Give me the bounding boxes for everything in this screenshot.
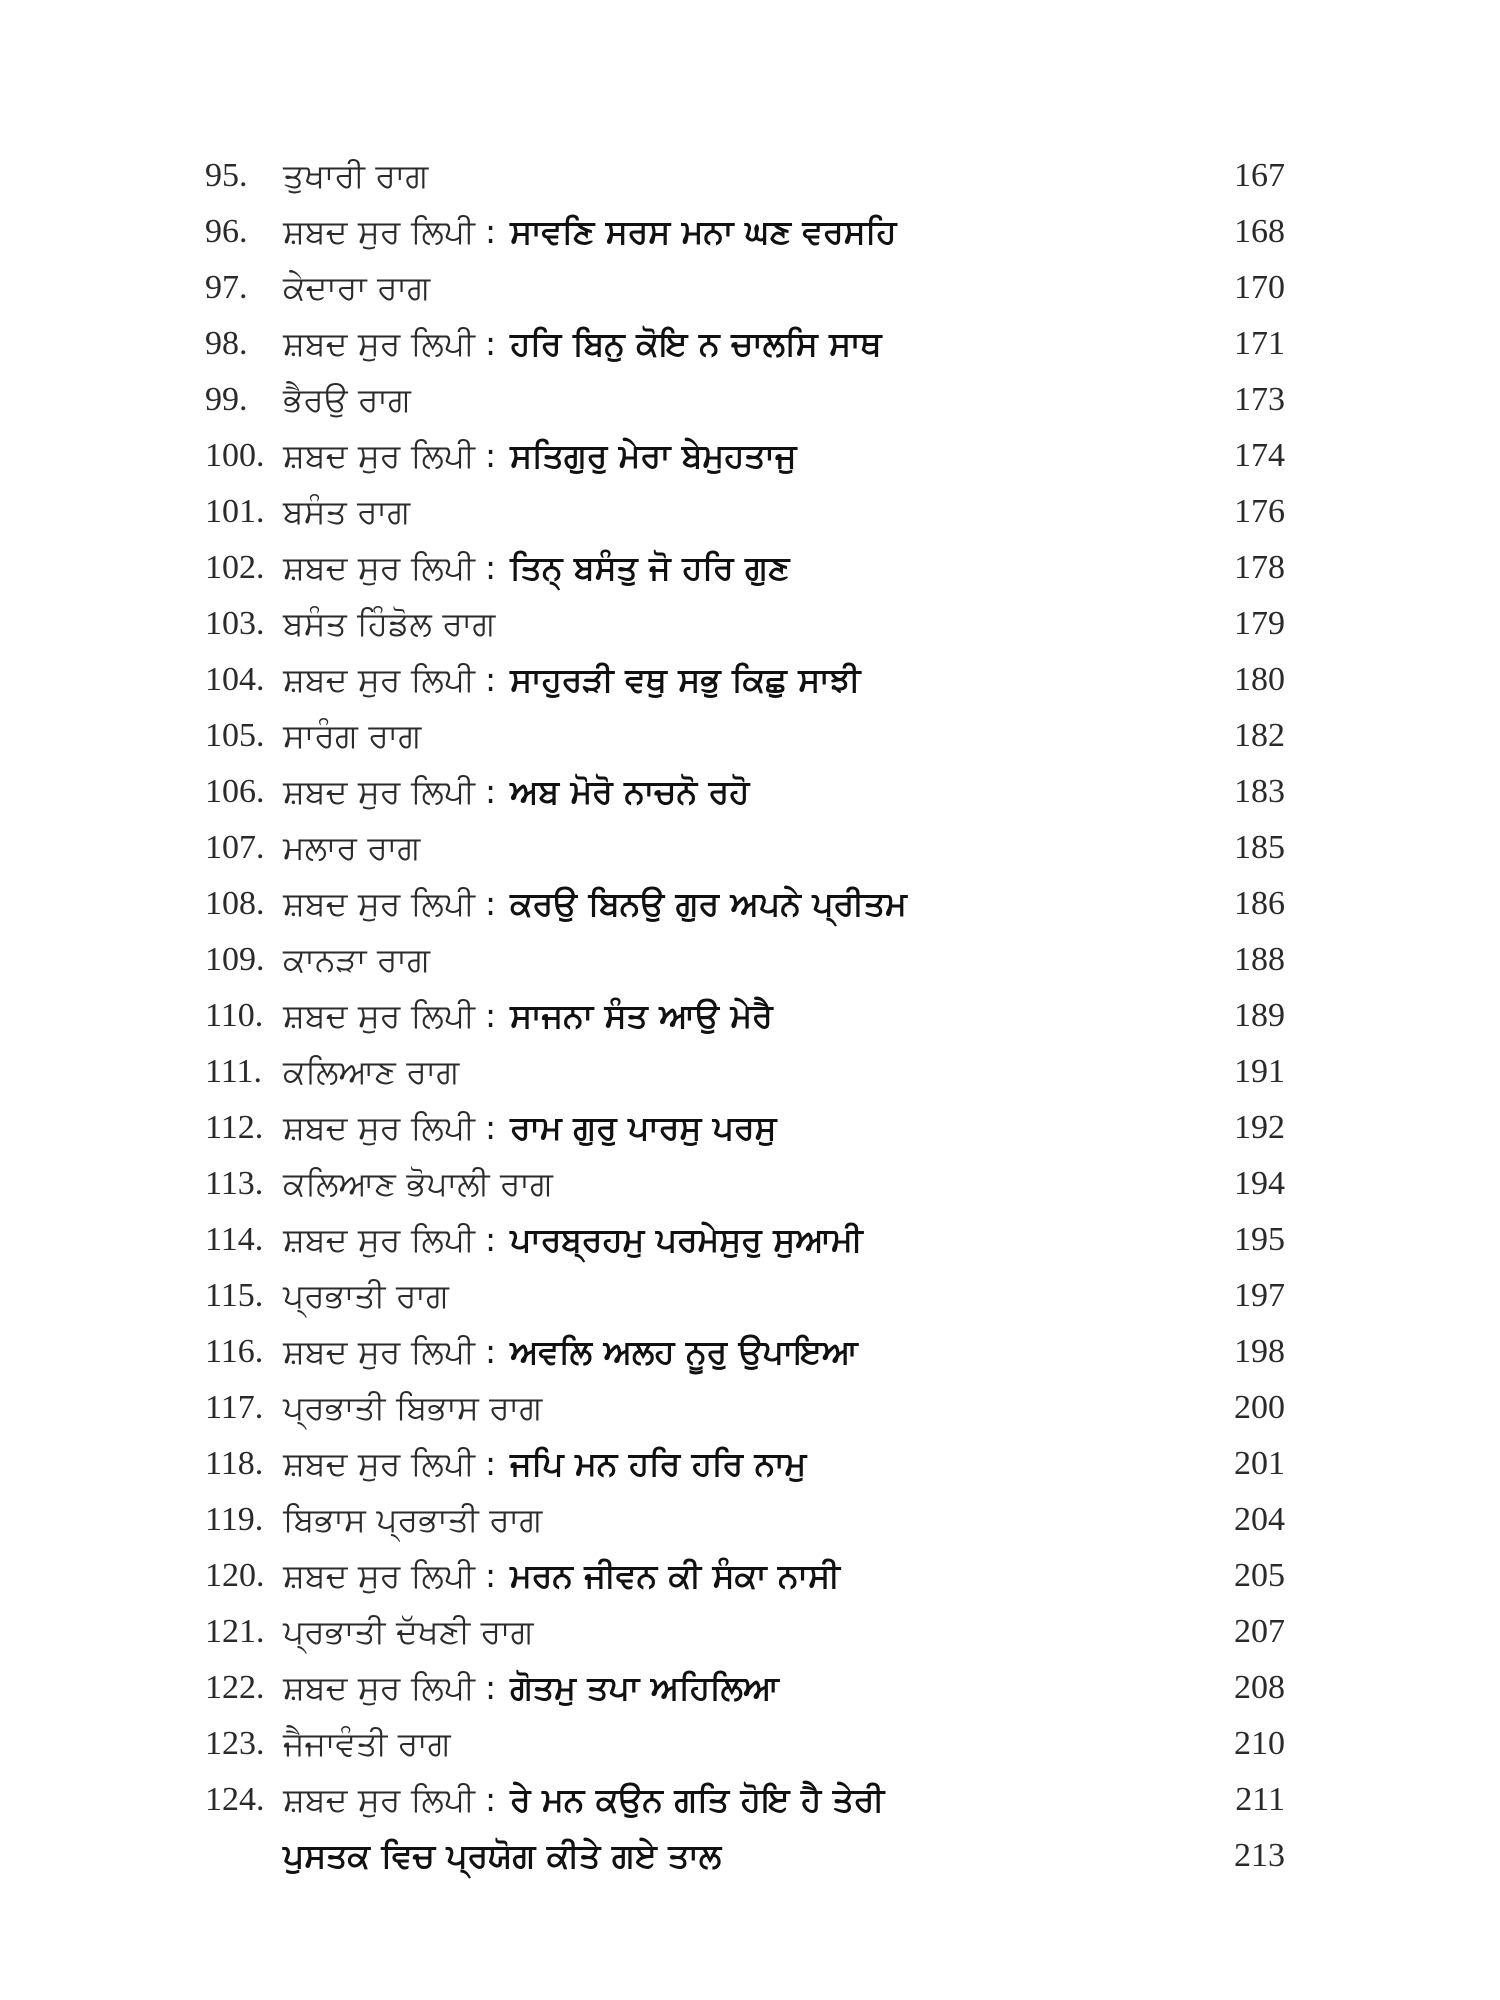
entry-number: 115.	[205, 1277, 264, 1314]
toc-entry	[205, 260, 1285, 316]
entry-page-number: 213	[1234, 1837, 1285, 1874]
entry-label	[283, 1100, 777, 1156]
entry-number: 121.	[205, 1613, 265, 1650]
table-of-contents	[205, 148, 1285, 1884]
entry-page-number: 186	[1234, 885, 1285, 922]
entry-number: 105.	[205, 717, 265, 754]
toc-entry	[205, 1716, 1285, 1772]
entry-separator: :	[485, 1444, 497, 1483]
entry-page-number: 171	[1234, 325, 1285, 362]
entry-heading: ਬਸੰਤ ਰਾਗ	[283, 492, 411, 531]
entry-separator: :	[485, 1220, 497, 1259]
entry-label	[283, 876, 907, 932]
entry-number: 123.	[205, 1725, 265, 1762]
toc-entry	[205, 316, 1285, 372]
toc-entry	[205, 876, 1285, 932]
entry-label	[283, 428, 797, 484]
entry-page-number: 192	[1234, 1109, 1285, 1146]
entry-heading: ਸ਼ਬਦ ਸੁਰ ਲਿਪੀ	[283, 1668, 475, 1707]
toc-entry	[205, 708, 1285, 764]
entry-number: 110.	[205, 997, 264, 1034]
entry-page-number: 178	[1234, 549, 1285, 586]
entry-number: 106.	[205, 773, 265, 810]
entry-label	[283, 1660, 779, 1716]
entry-number: 97.	[205, 269, 248, 306]
entry-separator: :	[485, 772, 497, 811]
toc-entry	[205, 1268, 1285, 1324]
entry-title: ਅਬ ਮੋਰੋ ਨਾਚਨੋ ਰਹੋ	[510, 772, 750, 811]
entry-number: 100.	[205, 437, 265, 474]
entry-label	[283, 988, 773, 1044]
entry-heading: ਪ੍ਰਭਾਤੀ ਦੱਖਣੀ ਰਾਗ	[283, 1612, 534, 1651]
entry-page-number: 183	[1234, 773, 1285, 810]
entry-number: 101.	[205, 493, 265, 530]
entry-number: 98.	[205, 325, 248, 362]
toc-entry	[205, 932, 1285, 988]
entry-label	[283, 484, 410, 540]
toc-entry	[205, 1604, 1285, 1660]
entry-label	[283, 316, 882, 372]
toc-entry	[205, 1156, 1285, 1212]
entry-page-number: 198	[1234, 1333, 1285, 1370]
entry-page-number: 170	[1234, 269, 1285, 306]
entry-label	[283, 1380, 542, 1436]
entry-label	[283, 652, 860, 708]
entry-heading: ਸ਼ਬਦ ਸੁਰ ਲਿਪੀ	[283, 1108, 475, 1147]
entry-heading: ਸ਼ਬਦ ਸੁਰ ਲਿਪੀ	[283, 548, 475, 587]
entry-number: 111.	[205, 1053, 262, 1090]
entry-heading: ਕਲਿਆਣ ਭੋਪਾਲੀ ਰਾਗ	[283, 1164, 553, 1203]
entry-number: 103.	[205, 605, 265, 642]
entry-title: ਜਪਿ ਮਨ ਹਰਿ ਹਰਿ ਨਾਮੁ	[510, 1444, 807, 1483]
entry-separator: :	[485, 1780, 497, 1819]
entry-page-number: 207	[1234, 1613, 1285, 1650]
entry-label	[283, 1716, 451, 1772]
entry-page-number: 204	[1234, 1501, 1285, 1538]
entry-page-number: 185	[1234, 829, 1285, 866]
entry-heading: ਬਿਭਾਸ ਪ੍ਰਭਾਤੀ ਰਾਗ	[283, 1500, 543, 1539]
toc-entry	[205, 1100, 1285, 1156]
entry-number: 122.	[205, 1669, 265, 1706]
entry-separator: :	[485, 884, 497, 923]
entry-heading: ਸ਼ਬਦ ਸੁਰ ਲਿਪੀ	[283, 324, 475, 363]
entry-page-number: 210	[1234, 1725, 1285, 1762]
toc-entry-final	[205, 1828, 1285, 1884]
entry-number: 99.	[205, 381, 248, 418]
entry-heading: ਭੈਰਉ ਰਾਗ	[283, 380, 411, 419]
entry-number: 96.	[205, 213, 248, 250]
entry-label	[283, 1492, 542, 1548]
entry-number: 117.	[205, 1389, 264, 1426]
entry-page-number: 179	[1234, 605, 1285, 642]
entry-heading: ਕਲਿਆਣ ਰਾਗ	[283, 1052, 460, 1091]
entry-separator: :	[485, 996, 497, 1035]
entry-heading: ਸ਼ਬਦ ਸੁਰ ਲਿਪੀ	[283, 1332, 475, 1371]
toc-entry	[205, 988, 1285, 1044]
entry-label: ਪੁਸਤਕ ਵਿਚ ਪ੍ਰਯੋਗ ਕੀਤੇ ਗਏ ਤਾਲ	[283, 1836, 722, 1875]
entry-label	[283, 372, 411, 428]
toc-entry	[205, 596, 1285, 652]
entry-heading: ਮਲਾਰ ਰਾਗ	[283, 828, 421, 867]
entry-heading: ਪ੍ਰਭਾਤੀ ਰਾਗ	[283, 1276, 449, 1315]
entry-number: 124.	[205, 1781, 265, 1818]
entry-heading: ਪ੍ਰਭਾਤੀ ਬਿਭਾਸ ਰਾਗ	[283, 1388, 543, 1427]
entry-separator: :	[485, 1332, 497, 1371]
toc-entry	[205, 204, 1285, 260]
entry-label	[283, 1156, 553, 1212]
entry-label	[283, 1044, 459, 1100]
entry-page-number: 201	[1234, 1445, 1285, 1482]
toc-entry	[205, 1044, 1285, 1100]
toc-entry	[205, 652, 1285, 708]
entry-separator: :	[485, 1108, 497, 1147]
entry-heading: ਸਾਰੰਗ ਰਾਗ	[283, 716, 422, 755]
entry-label	[283, 540, 790, 596]
entry-title: ਸਤਿਗੁਰੁ ਮੇਰਾ ਬੇਮੁਹਤਾਜੁ	[510, 436, 797, 475]
entry-heading: ਸ਼ਬਦ ਸੁਰ ਲਿਪੀ	[283, 772, 475, 811]
entry-label	[283, 1268, 449, 1324]
entry-number: 107.	[205, 829, 265, 866]
entry-title: ਹਰਿ ਬਿਨੁ ਕੋਇ ਨ ਚਾਲਸਿ ਸਾਥ	[510, 324, 882, 363]
entry-separator: :	[485, 548, 497, 587]
entry-separator: :	[485, 324, 497, 363]
toc-entry	[205, 484, 1285, 540]
entry-page-number: 188	[1234, 941, 1285, 978]
entry-title: ਸਾਹੁਰੜੀ ਵਥੁ ਸਭੁ ਕਿਛੁ ਸਾਝੀ	[510, 660, 861, 699]
toc-entry	[205, 428, 1285, 484]
entry-separator: :	[485, 660, 497, 699]
entry-label	[283, 708, 421, 764]
toc-entry	[205, 1548, 1285, 1604]
entry-heading: ਸ਼ਬਦ ਸੁਰ ਲਿਪੀ	[283, 884, 475, 923]
entry-page-number: 167	[1234, 157, 1285, 194]
entry-title: ਤਿਨ੍ ਬਸੰਤੁ ਜੋ ਹਰਿ ਗੁਣ	[510, 548, 790, 587]
entry-title: ਰਾਮ ਗੁਰੁ ਪਾਰਸੁ ਪਰਸੁ	[510, 1108, 777, 1147]
entry-page-number: 174	[1234, 437, 1285, 474]
entry-separator: :	[485, 1668, 497, 1707]
entry-page-number: 168	[1234, 213, 1285, 250]
toc-entry	[205, 1324, 1285, 1380]
entry-separator: :	[485, 212, 497, 251]
entry-number: 112.	[205, 1109, 264, 1146]
toc-entry	[205, 1380, 1285, 1436]
entry-label	[283, 204, 896, 260]
entry-title: ਸਾਵਣਿ ਸਰਸ ਮਨਾ ਘਣ ਵਰਸਹਿ	[510, 212, 897, 251]
entry-heading: ਸ਼ਬਦ ਸੁਰ ਲਿਪੀ	[283, 1780, 475, 1819]
entry-page-number: 191	[1234, 1053, 1285, 1090]
toc-entry	[205, 764, 1285, 820]
entry-heading: ਸ਼ਬਦ ਸੁਰ ਲਿਪੀ	[283, 1556, 475, 1595]
entry-separator: :	[485, 436, 497, 475]
entry-page-number: 211	[1235, 1781, 1285, 1818]
entry-heading: ਸ਼ਬਦ ਸੁਰ ਲਿਪੀ	[283, 1220, 475, 1259]
entry-number: 104.	[205, 661, 265, 698]
entry-number: 95.	[205, 157, 248, 194]
entry-page-number: 194	[1234, 1165, 1285, 1202]
entry-label	[283, 820, 420, 876]
entry-label	[283, 148, 428, 204]
entry-label	[283, 1604, 534, 1660]
toc-entry	[205, 148, 1285, 204]
toc-entry	[205, 1212, 1285, 1268]
entry-heading: ਕਾਨੜਾ ਰਾਗ	[283, 940, 430, 979]
entry-label	[283, 1548, 840, 1604]
entry-heading: ਸ਼ਬਦ ਸੁਰ ਲਿਪੀ	[283, 996, 475, 1035]
entry-page-number: 195	[1234, 1221, 1285, 1258]
entry-title: ਮਰਨ ਜੀਵਨ ਕੀ ਸੰਕਾ ਨਾਸੀ	[510, 1556, 840, 1595]
entry-label	[283, 764, 749, 820]
entry-separator: :	[485, 1556, 497, 1595]
entry-page-number: 173	[1234, 381, 1285, 418]
entry-page-number: 197	[1234, 1277, 1285, 1314]
entry-title: ਰੇ ਮਨ ਕਉਨ ਗਤਿ ਹੋਇ ਹੈ ਤੇਰੀ	[510, 1780, 885, 1819]
entry-number: 109.	[205, 941, 265, 978]
toc-entry	[205, 820, 1285, 876]
entry-number: 114.	[205, 1221, 264, 1258]
entry-page-number: 205	[1234, 1557, 1285, 1594]
toc-entry	[205, 1492, 1285, 1548]
entry-heading: ਸ਼ਬਦ ਸੁਰ ਲਿਪੀ	[283, 1444, 475, 1483]
entry-label	[283, 1324, 858, 1380]
entry-number: 102.	[205, 549, 265, 586]
entry-number: 113.	[205, 1165, 264, 1202]
entry-title: ਪਾਰਬ੍ਰਹਮੁ ਪਰਮੇਸੁਰੁ ਸੁਆਮੀ	[510, 1220, 863, 1259]
toc-entry	[205, 1436, 1285, 1492]
entry-number: 120.	[205, 1557, 265, 1594]
entry-number: 108.	[205, 885, 265, 922]
entry-heading: ਜੈਜਾਵੰਤੀ ਰਾਗ	[283, 1724, 451, 1763]
entry-label	[283, 1212, 863, 1268]
entry-heading: ਕੇਦਾਰਾ ਰਾਗ	[283, 268, 431, 307]
toc-entry	[205, 372, 1285, 428]
entry-page-number: 182	[1234, 717, 1285, 754]
entry-number: 119.	[205, 1501, 264, 1538]
entry-page-number: 208	[1234, 1669, 1285, 1706]
entry-number: 116.	[205, 1333, 264, 1370]
toc-entry	[205, 540, 1285, 596]
entry-heading: ਸ਼ਬਦ ਸੁਰ ਲਿਪੀ	[283, 436, 475, 475]
entry-title: ਕਰਉ ਬਿਨਉ ਗੁਰ ਅਪਨੇ ਪ੍ਰੀਤਮ	[510, 884, 907, 923]
entry-page-number: 180	[1234, 661, 1285, 698]
entry-heading: ਬਸੰਤ ਹਿੰਡੋਲ ਰਾਗ	[283, 604, 496, 643]
entry-page-number: 200	[1234, 1389, 1285, 1426]
toc-entry	[205, 1772, 1285, 1828]
entry-page-number: 176	[1234, 493, 1285, 530]
entry-label	[283, 932, 430, 988]
entry-number: 118.	[205, 1445, 264, 1482]
entry-label	[283, 260, 430, 316]
entry-title: ਅਵਲਿ ਅਲਹ ਨੂਰੁ ਉਪਾਇਆ	[510, 1332, 858, 1371]
entry-heading: ਸ਼ਬਦ ਸੁਰ ਲਿਪੀ	[283, 212, 475, 251]
entry-label	[283, 1436, 806, 1492]
toc-entry	[205, 1660, 1285, 1716]
entry-title: ਗੋਤਮੁ ਤਪਾ ਅਹਿਲਿਆ	[510, 1668, 779, 1707]
entry-label	[283, 596, 495, 652]
entry-page-number: 189	[1234, 997, 1285, 1034]
entry-heading: ਤੁਖਾਰੀ ਰਾਗ	[283, 156, 429, 195]
entry-label	[283, 1772, 884, 1828]
entry-heading: ਸ਼ਬਦ ਸੁਰ ਲਿਪੀ	[283, 660, 475, 699]
entry-title: ਸਾਜਨਾ ਸੰਤ ਆਉ ਮੇਰੈ	[510, 996, 773, 1035]
